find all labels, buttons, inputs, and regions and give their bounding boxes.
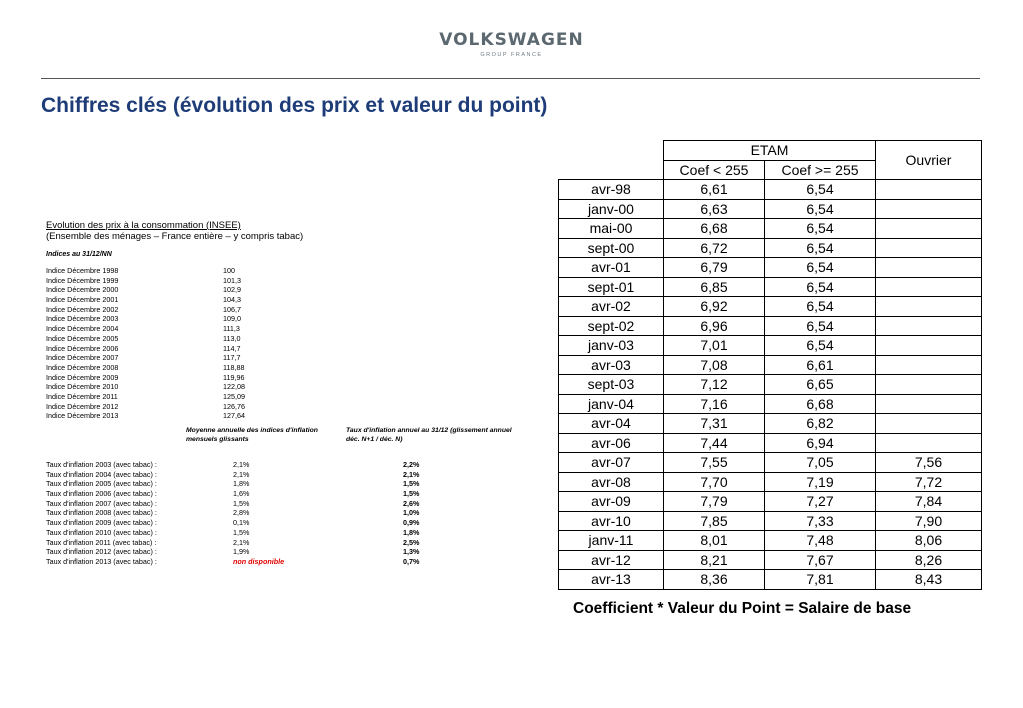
blank-header-cell [559, 141, 664, 161]
logo-subtitle: GROUP FRANCE [480, 52, 543, 58]
inflation-label: Taux d'inflation 2008 (avec tabac) : [46, 508, 157, 518]
coef-lt-255-cell: 6,72 [664, 238, 765, 258]
inflation-col-b-header: Taux d'inflation annuel au 31/12 (glissement annuel déc. N+1 / déc. N) [346, 427, 512, 443]
ouvrier-cell [876, 414, 982, 434]
volkswagen-logo [0, 30, 1023, 58]
index-value: 125,09 [223, 391, 245, 401]
coef-ge-255-cell: 6,54 [765, 180, 876, 200]
coef-ge-255-cell: 6,61 [765, 355, 876, 375]
index-row [46, 402, 506, 412]
index-row [46, 266, 506, 276]
date-cell: avr-02 [559, 297, 664, 317]
ouvrier-cell [876, 277, 982, 297]
index-label: Indice Décembre 2003 [46, 314, 119, 324]
index-value: 114,7 [223, 343, 241, 353]
index-value: 104,3 [223, 295, 241, 305]
coef-ge-255-header: Coef >= 255 [765, 160, 876, 180]
coef-ge-255-cell: 7,48 [765, 531, 876, 551]
index-label: Indice Décembre 2005 [46, 333, 119, 343]
ouvrier-cell [876, 355, 982, 375]
index-row [46, 411, 506, 421]
coef-ge-255-cell: 7,19 [765, 472, 876, 492]
coef-lt-255-header: Coef < 255 [664, 160, 765, 180]
coef-lt-255-cell: 7,44 [664, 433, 765, 453]
ouvrier-cell [876, 199, 982, 219]
coef-ge-255-cell: 6,68 [765, 394, 876, 414]
coef-lt-255-cell: 7,55 [664, 453, 765, 473]
coef-lt-255-cell: 6,68 [664, 219, 765, 239]
index-row [46, 334, 506, 344]
date-cell: avr-06 [559, 433, 664, 453]
date-cell: avr-09 [559, 492, 664, 512]
inflation-label: Taux d'inflation 2003 (avec tabac) : [46, 460, 157, 469]
coef-ge-255-cell: 6,54 [765, 258, 876, 278]
index-value: 118,88 [223, 362, 245, 372]
inflation-moving-average: 1,5% [233, 527, 250, 537]
ouvrier-header: Ouvrier [876, 141, 982, 180]
date-cell: avr-04 [559, 414, 664, 434]
coef-ge-255-cell: 6,54 [765, 297, 876, 317]
table-row [559, 414, 982, 434]
index-row [46, 324, 506, 334]
table-row [559, 238, 982, 258]
date-cell: sept-01 [559, 277, 664, 297]
ouvrier-cell [876, 394, 982, 414]
index-label: Indice Décembre 2004 [46, 324, 119, 334]
index-row [46, 363, 506, 373]
coef-ge-255-cell: 7,27 [765, 492, 876, 512]
inflation-label: Taux d'inflation 2005 (avec tabac) : [46, 479, 157, 489]
date-cell: janv-00 [559, 199, 664, 219]
ouvrier-cell [876, 258, 982, 278]
coef-ge-255-cell: 7,33 [765, 511, 876, 531]
inflation-row [46, 557, 506, 567]
coef-ge-255-cell: 6,65 [765, 375, 876, 395]
inflation-moving-average: 1,6% [233, 489, 250, 499]
index-label: Indice Décembre 2012 [46, 401, 119, 411]
index-label: Indice Décembre 1998 [46, 266, 119, 275]
table-row [559, 394, 982, 414]
ouvrier-cell: 8,06 [876, 531, 982, 551]
inflation-row [46, 518, 506, 528]
date-cell: janv-03 [559, 336, 664, 356]
inflation-label: Taux d'inflation 2010 (avec tabac) : [46, 527, 157, 537]
coef-ge-255-cell: 6,54 [765, 238, 876, 258]
ouvrier-cell [876, 180, 982, 200]
inflation-annual-rate: 0,9% [403, 518, 420, 528]
coef-lt-255-cell: 8,36 [664, 570, 765, 590]
date-cell: avr-08 [559, 472, 664, 492]
inflation-label: Taux d'inflation 2004 (avec tabac) : [46, 469, 157, 479]
date-cell: avr-13 [559, 570, 664, 590]
index-row [46, 285, 506, 295]
logo-wordmark: VOLKSWAGEN [439, 30, 584, 50]
table-row [559, 550, 982, 570]
index-label: Indice Décembre 2002 [46, 304, 119, 314]
inflation-moving-average: 1,8% [233, 479, 250, 489]
date-cell: sept-00 [559, 238, 664, 258]
index-row [46, 295, 506, 305]
index-label: Indice Décembre 2006 [46, 343, 119, 353]
inflation-row [46, 489, 506, 499]
inflation-column-headers [46, 426, 512, 448]
index-value: 106,7 [223, 304, 241, 314]
ouvrier-cell: 7,72 [876, 472, 982, 492]
table-row [559, 472, 982, 492]
index-value: 101,3 [223, 275, 241, 285]
inflation-row [46, 538, 506, 548]
date-cell: janv-11 [559, 531, 664, 551]
inflation-col-a-header: Moyenne annuelle des indices d'inflation mensuels glissants [186, 427, 318, 443]
index-value: 102,9 [223, 285, 241, 295]
inflation-annual-rate: 2,2% [403, 460, 420, 469]
inflation-row [46, 508, 506, 518]
coef-ge-255-cell: 6,54 [765, 277, 876, 297]
coef-lt-255-cell: 6,85 [664, 277, 765, 297]
inflation-annual-rate: 1,3% [403, 547, 420, 557]
inflation-annual-rate: 0,7% [403, 556, 420, 566]
index-row [46, 392, 506, 402]
insee-price-evolution-block [46, 220, 512, 567]
table-row [559, 433, 982, 453]
ouvrier-cell [876, 375, 982, 395]
coefficient-table [558, 140, 982, 590]
inflation-moving-average: 2,1% [233, 537, 250, 547]
inflation-annual-rate: 2,5% [403, 537, 420, 547]
index-label: Indice Décembre 2009 [46, 372, 119, 382]
coef-lt-255-cell: 7,12 [664, 375, 765, 395]
index-value: 113,0 [223, 333, 241, 343]
table-header-row-1 [559, 141, 982, 161]
table-row [559, 199, 982, 219]
index-row [46, 305, 506, 315]
ouvrier-cell [876, 316, 982, 336]
index-label: Indice Décembre 2013 [46, 411, 119, 421]
coef-lt-255-cell: 6,96 [664, 316, 765, 336]
ouvrier-cell [876, 219, 982, 239]
coef-lt-255-cell: 7,31 [664, 414, 765, 434]
coef-ge-255-cell: 6,54 [765, 199, 876, 219]
index-label: Indice Décembre 2008 [46, 362, 119, 372]
coef-ge-255-cell: 6,82 [765, 414, 876, 434]
coef-ge-255-cell: 6,54 [765, 316, 876, 336]
coef-ge-255-cell: 7,67 [765, 550, 876, 570]
inflation-label: Taux d'inflation 2012 (avec tabac) : [46, 547, 157, 557]
table-row [559, 316, 982, 336]
ouvrier-cell [876, 238, 982, 258]
index-value: 109,0 [223, 314, 241, 324]
page-title: Chiffres clés (évolution des prix et valeur du point) [41, 94, 548, 117]
date-cell: avr-98 [559, 180, 664, 200]
index-row [46, 276, 506, 286]
coef-lt-255-cell: 6,92 [664, 297, 765, 317]
index-label: Indice Décembre 1999 [46, 275, 119, 285]
inflation-annual-rate: 1,0% [403, 508, 420, 518]
coef-ge-255-cell: 6,54 [765, 336, 876, 356]
inflation-label: Taux d'inflation 2009 (avec tabac) : [46, 518, 157, 528]
table-row [559, 531, 982, 551]
inflation-moving-average: 1,5% [233, 498, 250, 508]
header-divider [41, 78, 980, 79]
index-value: 122,08 [223, 382, 245, 392]
coef-lt-255-cell: 6,63 [664, 199, 765, 219]
date-cell: sept-03 [559, 375, 664, 395]
indices-label: Indices au 31/12/NN [46, 251, 112, 258]
coef-lt-255-cell: 7,01 [664, 336, 765, 356]
etam-group-header: ETAM [664, 141, 876, 161]
table-row [559, 570, 982, 590]
index-value: 126,76 [223, 401, 245, 411]
coef-lt-255-cell: 7,85 [664, 511, 765, 531]
coef-lt-255-cell: 7,08 [664, 355, 765, 375]
coef-ge-255-cell: 7,81 [765, 570, 876, 590]
table-row [559, 375, 982, 395]
inflation-row [46, 479, 506, 489]
blank-header-cell [559, 160, 664, 180]
inflation-moving-average: non disponible [233, 556, 285, 566]
table-row [559, 277, 982, 297]
inflation-annual-rate: 1,5% [403, 489, 420, 499]
index-value: 127,64 [223, 411, 245, 421]
date-cell: avr-12 [559, 550, 664, 570]
inflation-annual-rate: 1,8% [403, 527, 420, 537]
index-label: Indice Décembre 2001 [46, 295, 119, 305]
index-label: Indice Décembre 2010 [46, 382, 119, 392]
index-row [46, 314, 506, 324]
table-row [559, 453, 982, 473]
table-row [559, 511, 982, 531]
index-row [46, 382, 506, 392]
coef-ge-255-cell: 7,05 [765, 453, 876, 473]
inflation-row [46, 547, 506, 557]
date-cell: avr-10 [559, 511, 664, 531]
ouvrier-cell: 8,43 [876, 570, 982, 590]
inflation-list [46, 460, 506, 567]
ouvrier-cell [876, 297, 982, 317]
inflation-moving-average: 0,1% [233, 518, 250, 528]
table-row [559, 336, 982, 356]
inflation-label: Taux d'inflation 2007 (avec tabac) : [46, 498, 157, 508]
index-row [46, 353, 506, 363]
table-row [559, 219, 982, 239]
inflation-moving-average: 2,1% [233, 460, 250, 469]
inflation-annual-rate: 2,6% [403, 498, 420, 508]
date-cell: mai-00 [559, 219, 664, 239]
table-row [559, 492, 982, 512]
index-label: Indice Décembre 2011 [46, 391, 118, 401]
date-cell: sept-02 [559, 316, 664, 336]
salary-formula-caption: Coefficient * Valeur du Point = Salaire de base [573, 600, 912, 617]
inflation-moving-average: 1,9% [233, 547, 250, 557]
date-cell: avr-07 [559, 453, 664, 473]
index-label: Indice Décembre 2000 [46, 285, 119, 295]
index-value: 117,7 [223, 353, 241, 363]
index-value: 100 [223, 266, 235, 275]
inflation-moving-average: 2,8% [233, 508, 250, 518]
ouvrier-cell: 7,90 [876, 511, 982, 531]
date-cell: avr-03 [559, 355, 664, 375]
coef-ge-255-cell: 6,54 [765, 219, 876, 239]
coef-lt-255-cell: 7,79 [664, 492, 765, 512]
insee-title: Evolution des prix à la consommation (INSEE) [46, 220, 241, 231]
inflation-label: Taux d'inflation 2011 (avec tabac) : [46, 537, 157, 547]
coef-lt-255-cell: 6,61 [664, 180, 765, 200]
index-value: 119,96 [223, 372, 245, 382]
table-row [559, 355, 982, 375]
index-value: 111,3 [223, 324, 240, 334]
ouvrier-cell [876, 336, 982, 356]
insee-subtitle: (Ensemble des ménages – France entière – y compris tabac) [46, 231, 304, 242]
inflation-moving-average: 2,1% [233, 469, 250, 479]
inflation-annual-rate: 1,5% [403, 479, 420, 489]
index-row [46, 344, 506, 354]
indices-list [46, 266, 506, 421]
table-row [559, 258, 982, 278]
coef-lt-255-cell: 6,79 [664, 258, 765, 278]
ouvrier-cell [876, 433, 982, 453]
inflation-annual-rate: 2,1% [403, 469, 420, 479]
coef-lt-255-cell: 7,16 [664, 394, 765, 414]
inflation-row [46, 460, 506, 470]
inflation-label: Taux d'inflation 2013 (avec tabac) : [46, 556, 157, 566]
date-cell: janv-04 [559, 394, 664, 414]
table-row [559, 180, 982, 200]
coef-lt-255-cell: 8,21 [664, 550, 765, 570]
inflation-row [46, 470, 506, 480]
coef-ge-255-cell: 6,94 [765, 433, 876, 453]
ouvrier-cell: 7,84 [876, 492, 982, 512]
inflation-label: Taux d'inflation 2006 (avec tabac) : [46, 489, 157, 499]
ouvrier-cell: 7,56 [876, 453, 982, 473]
ouvrier-cell: 8,26 [876, 550, 982, 570]
inflation-row [46, 528, 506, 538]
inflation-row [46, 499, 506, 509]
coef-lt-255-cell: 7,70 [664, 472, 765, 492]
date-cell: avr-01 [559, 258, 664, 278]
index-label: Indice Décembre 2007 [46, 353, 119, 363]
table-row [559, 297, 982, 317]
coef-lt-255-cell: 8,01 [664, 531, 765, 551]
index-row [46, 373, 506, 383]
